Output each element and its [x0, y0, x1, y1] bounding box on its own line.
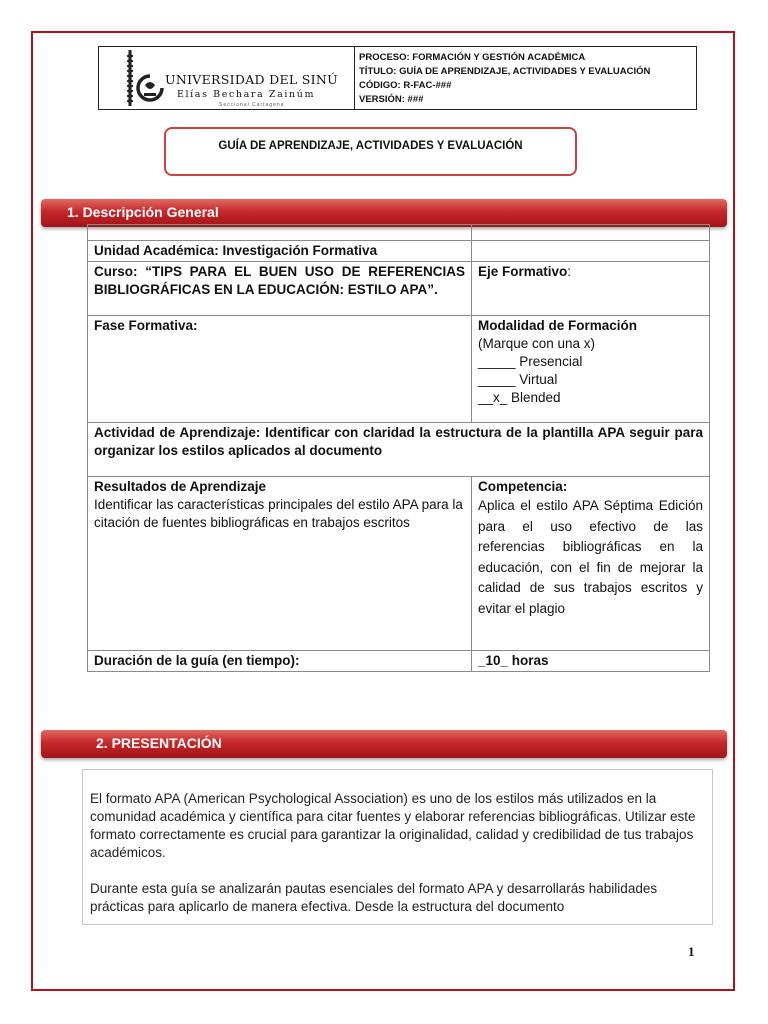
process-line: PROCESO: FORMACIÓN Y GESTIÓN ACADÉMICA: [359, 52, 586, 63]
section-2-header: [41, 730, 727, 758]
competencia: [472, 477, 710, 651]
curso: Curso: “TIPS PARA EL BUEN USO DE REFERENCIAS BIBLIOGRÁFICAS EN LA EDUCACIÓN: ESTILO APA”.: [88, 262, 472, 316]
section-1-header: [41, 199, 727, 227]
modalidad-formacion: [472, 316, 710, 423]
document-header: [98, 46, 697, 110]
university-tagline: Seccional Cartagena: [219, 102, 285, 108]
fase-formativa: Fase Formativa:: [88, 316, 472, 423]
resultados-text: Identificar las características principales del estilo APA para la citación de fuentes bibliográficas en trabajos escritos: [94, 497, 463, 530]
description-table: [87, 224, 710, 672]
empty-top-cell-left: [88, 225, 472, 241]
document-title: GUÍA DE APRENDIZAJE, ACTIVIDADES Y EVALUACIÓN: [164, 127, 577, 176]
modalidad-hint: (Marque con una x): [478, 336, 596, 351]
empty-unidad-cell: [472, 241, 710, 262]
university-seal-icon: [135, 73, 165, 103]
unidad-academica: Unidad Académica: Investigación Formativa: [88, 241, 472, 262]
modalidad-label: Modalidad de Formación: [478, 318, 638, 333]
document-metadata: [355, 47, 696, 109]
competencia-label: Competencia:: [478, 479, 568, 494]
resultados-aprendizaje: [88, 477, 472, 651]
eje-formativo-colon: :: [567, 264, 572, 279]
title-line: TÍTULO: GUÍA DE APRENDIZAJE, ACTIVIDADES Y EVALUACIÓN: [359, 66, 651, 77]
university-subtitle: Elías Bechara Zainúm: [177, 89, 316, 100]
section-1-title: 1. Descripción General: [67, 204, 219, 220]
university-name: UNIVERSIDAD DEL SINÚ: [165, 72, 338, 87]
section-2-title: 2. PRESENTACIÓN: [96, 735, 222, 751]
resultados-label: Resultados de Aprendizaje: [94, 479, 267, 494]
actividad-aprendizaje: Actividad de Aprendizaje: Identificar con claridad la estructura de la plantilla APA seguir para organizar los estilos aplicados al documento: [88, 423, 710, 477]
presentation-paragraph-2: Durante esta guía se analizarán pautas esenciales del formato APA y desarrollarás habilidades prácticas para aplicarlo de manera efectiva. Desde la estructura del documento: [90, 881, 658, 914]
emblem-column-icon: [125, 50, 135, 106]
duracion-value: _10_ horas: [472, 651, 710, 672]
modalidad-option-presencial: _____ Presencial: [478, 354, 583, 369]
eje-formativo-label: Eje Formativo: [478, 264, 568, 279]
page-number: 1: [688, 944, 695, 959]
version-line: VERSIÓN: ###: [359, 94, 424, 105]
modalidad-option-blended: __x_ Blended: [478, 390, 561, 405]
university-logo: [99, 47, 355, 109]
eje-formativo: [472, 262, 710, 316]
presentation-paragraph-1: El formato APA (American Psychological Association) es uno de los estilos más utilizados en la comunidad académica y científica para citar fuentes y elaborar referencias bibliográficas. Utilizar este formato correctamente es crucial para garantizar la originalidad, calidad y credibilidad de tus trabajos académicos.: [90, 791, 696, 860]
modalidad-option-virtual: _____ Virtual: [478, 372, 558, 387]
empty-top-cell-right: [472, 225, 710, 241]
duracion-label: Duración de la guía (en tiempo):: [88, 651, 472, 672]
code-line: CÓDIGO: R-FAC-###: [359, 80, 452, 91]
presentation-text-box: [82, 769, 713, 925]
competencia-text: Aplica el estilo APA Séptima Edición para el uso efectivo de las referencias bibliográficas en la educación, con el fin de mejorar la calidad de sus trabajos escritos y evitar el plagio: [478, 498, 703, 616]
